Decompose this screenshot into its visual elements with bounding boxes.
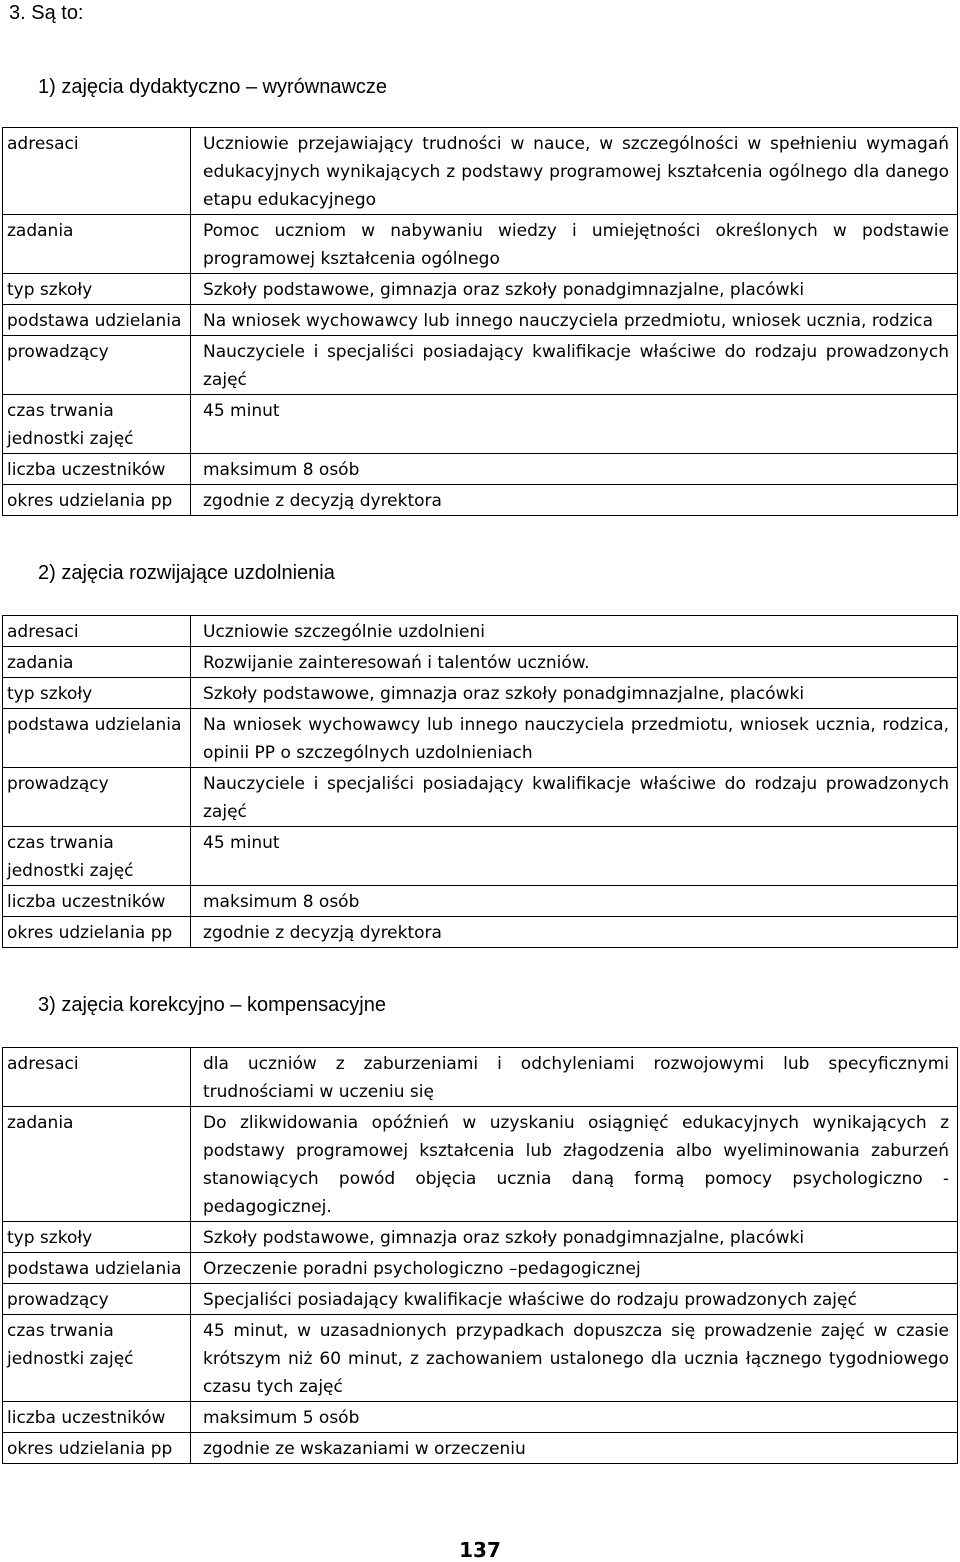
table-row (3, 917, 958, 948)
table-row (3, 827, 958, 886)
table-row (3, 1433, 958, 1464)
row-key: adresaci (3, 128, 191, 215)
row-key: podstawa udzielania (3, 1253, 191, 1284)
table-row (3, 1315, 958, 1402)
table-row (3, 886, 958, 917)
table-row (3, 305, 958, 336)
row-key: czas trwania jednostki zajęć (3, 395, 191, 454)
row-value: Szkoły podstawowe, gimnazja oraz szkoły ponadgimnazjalne, placówki (191, 1222, 958, 1253)
section-heading: 3. Są to: (9, 2, 84, 24)
row-value: Uczniowie przejawiający trudności w nauce, w szczególności w spełnieniu wymagań edukacyjnych wynikających z podstawy programowej kształcenia ogólnego dla danego etapu edukacyjnego (191, 128, 958, 215)
row-value: Rozwijanie zainteresowań i talentów uczniów. (191, 647, 958, 678)
row-key: okres udzielania pp (3, 917, 191, 948)
table-row (3, 678, 958, 709)
row-value: maksimum 8 osób (191, 886, 958, 917)
spec-table-2 (2, 615, 958, 948)
table-row (3, 1048, 958, 1107)
table-row (3, 1107, 958, 1222)
table-row (3, 128, 958, 215)
row-key: podstawa udzielania (3, 305, 191, 336)
table-row (3, 1284, 958, 1315)
row-key: liczba uczestników (3, 886, 191, 917)
row-key: podstawa udzielania (3, 709, 191, 768)
table-row (3, 1222, 958, 1253)
table-row (3, 709, 958, 768)
page-number: 137 (459, 1538, 501, 1562)
row-value: Na wniosek wychowawcy lub innego nauczyciela przedmiotu, wniosek ucznia, rodzica, opinii PP o szczególnych uzdolnieniach (191, 709, 958, 768)
row-value: Pomoc uczniom w nabywaniu wiedzy i umiejętności określonych w podstawie programowej kształcenia ogólnego (191, 215, 958, 274)
row-key: okres udzielania pp (3, 485, 191, 516)
row-key: typ szkoły (3, 678, 191, 709)
row-value: 45 minut (191, 827, 958, 886)
table-row (3, 616, 958, 647)
row-value: 45 minut, w uzasadnionych przypadkach dopuszcza się prowadzenie zajęć w czasie krótszym niż 60 minut, z zachowaniem ustalonego dla ucznia łącznego tygodniowego czasu tych zajęć (191, 1315, 958, 1402)
row-value: zgodnie ze wskazaniami w orzeczeniu (191, 1433, 958, 1464)
row-value: Orzeczenie poradni psychologiczno –pedagogicznej (191, 1253, 958, 1284)
row-key: czas trwania jednostki zajęć (3, 827, 191, 886)
row-key: adresaci (3, 616, 191, 647)
table-row (3, 1402, 958, 1433)
table-row (3, 336, 958, 395)
row-value: Szkoły podstawowe, gimnazja oraz szkoły ponadgimnazjalne, placówki (191, 274, 958, 305)
row-key: adresaci (3, 1048, 191, 1107)
row-value: Nauczyciele i specjaliści posiadający kwalifikacje właściwe do rodzaju prowadzonych zajęć (191, 336, 958, 395)
table-row (3, 215, 958, 274)
row-key: liczba uczestników (3, 1402, 191, 1433)
row-key: prowadzący (3, 1284, 191, 1315)
row-key: typ szkoły (3, 1222, 191, 1253)
row-key: typ szkoły (3, 274, 191, 305)
subsection-title-1: 1) zajęcia dydaktyczno – wyrównawcze (38, 76, 388, 98)
row-value: Uczniowie szczególnie uzdolnieni (191, 616, 958, 647)
row-key: prowadzący (3, 768, 191, 827)
table-row (3, 647, 958, 678)
table-row (3, 768, 958, 827)
row-value: Szkoły podstawowe, gimnazja oraz szkoły ponadgimnazjalne, placówki (191, 678, 958, 709)
subsection-title-2: 2) zajęcia rozwijające uzdolnienia (38, 562, 335, 584)
row-value: Na wniosek wychowawcy lub innego nauczyciela przedmiotu, wniosek ucznia, rodzica (191, 305, 958, 336)
table-row (3, 454, 958, 485)
spec-table-1 (2, 127, 958, 516)
row-value: dla uczniów z zaburzeniami i odchyleniami rozwojowymi lub specyficznymi trudnościami w uczeniu się (191, 1048, 958, 1107)
row-key: liczba uczestników (3, 454, 191, 485)
row-value: Nauczyciele i specjaliści posiadający kwalifikacje właściwe do rodzaju prowadzonych zajęć (191, 768, 958, 827)
row-value: zgodnie z decyzją dyrektora (191, 485, 958, 516)
row-key: czas trwania jednostki zajęć (3, 1315, 191, 1402)
row-value: 45 minut (191, 395, 958, 454)
row-key: zadania (3, 1107, 191, 1222)
subsection-title-3: 3) zajęcia korekcyjno – kompensacyjne (38, 994, 386, 1016)
spec-table-3 (2, 1047, 958, 1464)
row-key: okres udzielania pp (3, 1433, 191, 1464)
table-row (3, 485, 958, 516)
row-value: zgodnie z decyzją dyrektora (191, 917, 958, 948)
row-value: Do zlikwidowania opóźnień w uzyskaniu osiągnięć edukacyjnych wynikających z podstawy programowej kształcenia lub złagodzenia albo wyeliminowania zaburzeń stanowiących powód objęcia uczniа daną formą pomocy psychologiczno -pedagogicznej. (191, 1107, 958, 1222)
table-row (3, 1253, 958, 1284)
table-row (3, 395, 958, 454)
row-value: maksimum 5 osób (191, 1402, 958, 1433)
row-key: prowadzący (3, 336, 191, 395)
table-row (3, 274, 958, 305)
row-key: zadania (3, 215, 191, 274)
row-value: Specjaliści posiadający kwalifikacje właściwe do rodzaju prowadzonych zajęć (191, 1284, 958, 1315)
row-value: maksimum 8 osób (191, 454, 958, 485)
row-key: zadania (3, 647, 191, 678)
